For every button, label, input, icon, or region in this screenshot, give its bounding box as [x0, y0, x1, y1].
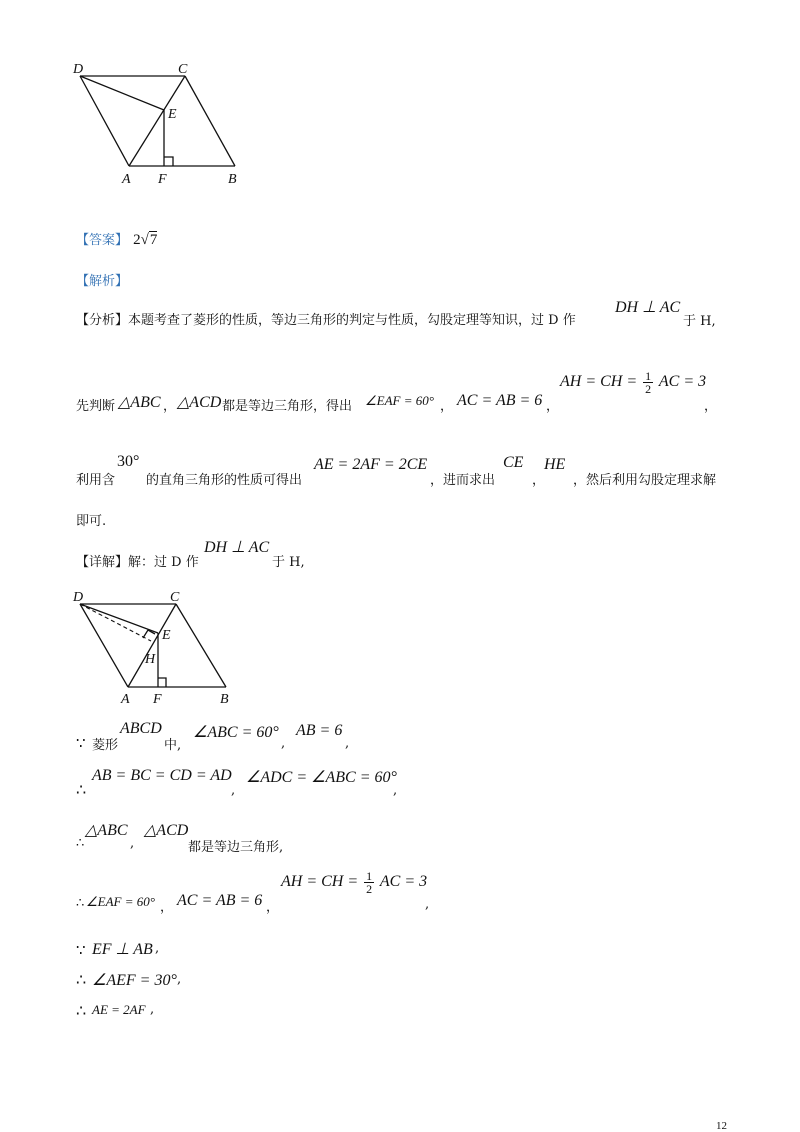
detail-tag: 【详解】	[76, 555, 129, 570]
answer-tag: 【答案】	[76, 233, 129, 248]
fenxi-sep-2: ，	[440, 399, 454, 414]
rhombus-figure-detail	[60, 584, 260, 709]
answer-line	[76, 229, 157, 249]
step7-ae-2af: AE = 2AF	[92, 1002, 146, 1017]
fenxi-text-3c: ，进而求出	[430, 473, 496, 488]
fenxi-fraction-half	[643, 370, 653, 395]
fenxi-sep-5: ，	[532, 473, 546, 488]
step3-therefore: ∴	[76, 836, 85, 851]
fenxi-tri-acd: △ACD	[177, 394, 222, 411]
step1-abcd: ABCD	[120, 720, 162, 737]
step2-sides-equal: AB = BC = CD = AD	[92, 767, 232, 784]
step4-frac-den: 2	[366, 882, 373, 896]
step5-ef-perp-ab: EF ⊥ AB	[92, 941, 153, 958]
step6-end: ,	[177, 972, 182, 987]
detail-intro-line	[76, 551, 199, 570]
step2-angles-equal: ∠ADC = ∠ABC = 60°	[246, 769, 397, 786]
label-f: F	[158, 172, 167, 187]
label-b: B	[228, 172, 237, 187]
fenxi-sep-4: ，	[704, 399, 718, 414]
step7-end: ,	[150, 1002, 155, 1017]
step6-angle-aef: ∠AEF = 30°	[92, 972, 177, 989]
fenxi-text-3a: 利用含	[76, 473, 116, 488]
fenxi-ah-ch-expr	[560, 370, 706, 395]
side-cb-2	[176, 604, 226, 687]
step4-ah-ch-left: AH = CH =	[281, 873, 359, 891]
step5-because: ∵	[76, 941, 86, 959]
answer-value	[133, 231, 157, 248]
label-c-2: C	[170, 590, 180, 605]
answer-coef: 2	[133, 232, 141, 248]
step5-end: ,	[155, 941, 160, 956]
label-c: C	[178, 62, 188, 77]
side-ad-2	[80, 604, 128, 687]
step3-tri-abc: △ABC	[85, 822, 128, 839]
fenxi-ae-eq: AE = 2AF = 2CE	[314, 456, 428, 473]
label-d-2: D	[73, 590, 84, 605]
step2-end: ,	[393, 783, 398, 798]
label-a-2: A	[121, 692, 130, 707]
segment-de-2	[80, 604, 158, 633]
label-b-2: B	[220, 692, 229, 707]
step4-ah-ch-right: AC = 3	[379, 873, 428, 891]
step4-end: ,	[425, 897, 430, 912]
fenxi-ac-ab-6: AC = AB = 6	[457, 392, 543, 409]
analysis-tag: 【解析】	[76, 274, 129, 289]
fenxi-text-3d: ，然后利用勾股定理求解	[573, 473, 717, 488]
label-f-2: F	[153, 692, 162, 707]
fenxi-text-1: 本题考查了菱形的性质，等边三角形的判定与性质，勾股定理等知识，过 D 作	[128, 313, 576, 328]
diagonal-ac-2	[128, 604, 176, 687]
sqrt-symbol: √	[140, 232, 149, 248]
fenxi-text-3b: 的直角三角形的性质可得出	[146, 473, 303, 488]
fenxi-frac-den: 2	[645, 382, 652, 396]
side-cb	[185, 76, 235, 166]
fenxi-line-1	[76, 309, 576, 328]
step1-end: ,	[345, 736, 350, 751]
label-e-2: E	[162, 628, 171, 643]
answer-radicand: 7	[149, 232, 158, 248]
fenxi-30deg: 30°	[117, 453, 140, 470]
step6-therefore: ∴	[76, 970, 87, 989]
step3-text: 都是等边三角形,	[188, 840, 284, 855]
diagonal-ac	[129, 76, 185, 166]
label-h-2: H	[145, 652, 156, 667]
fenxi-sep-1: ，	[163, 399, 177, 414]
step3-sep: ,	[130, 836, 135, 851]
step1-text-2: 中,	[164, 738, 182, 753]
step1-because: ∵	[76, 734, 86, 752]
step4-ah-ch-expr	[281, 870, 427, 895]
fenxi-ce: CE	[503, 454, 524, 471]
detail-math-dh-perp-ac: DH ⊥ AC	[204, 539, 270, 556]
step3-tri-acd: △ACD	[144, 822, 189, 839]
fenxi-line-1-end: 于 H,	[683, 314, 716, 329]
fenxi-text-2a: 先判断	[76, 399, 116, 414]
fenxi-he: HE	[544, 456, 566, 473]
step1-angle-abc: ∠ABC = 60°	[193, 724, 279, 741]
side-ad	[80, 76, 129, 166]
fenxi-text-4: 即可.	[76, 514, 107, 529]
step2-therefore: ∴	[76, 780, 87, 799]
fenxi-frac-num: 1	[645, 369, 652, 383]
step4-angle-eaf: ∠EAF = 60°	[86, 894, 155, 909]
rhombus-figure-top	[60, 55, 260, 190]
detail-intro-end: 于 H,	[272, 555, 305, 570]
detail-intro-text: 解：过 D 作	[128, 555, 199, 570]
step1-ab-6: AB = 6	[296, 722, 343, 739]
fenxi-sep-3: ，	[546, 399, 560, 414]
fenxi-ah-ch-right: AC = 3	[658, 373, 707, 391]
fenxi-math-dh-perp-ac: DH ⊥ AC	[615, 299, 681, 316]
fenxi-ah-ch-left: AH = CH =	[560, 373, 638, 391]
step4-frac-num: 1	[366, 869, 373, 883]
page-number: 12	[716, 1120, 727, 1132]
step4-ac-ab-6: AC = AB = 6	[177, 892, 263, 909]
step4-therefore: ∴	[76, 896, 85, 911]
label-d: D	[73, 62, 84, 77]
segment-de	[80, 76, 164, 110]
step2-sep: ,	[231, 783, 236, 798]
label-a: A	[122, 172, 131, 187]
step1-sep: ,	[281, 736, 286, 751]
right-angle-mark	[164, 157, 173, 166]
fenxi-angle-eaf: ∠EAF = 60°	[365, 393, 434, 408]
label-e: E	[168, 107, 177, 122]
fenxi-text-2b: 都是等边三角形，得出	[222, 399, 353, 414]
step4-fraction-half	[364, 870, 374, 895]
step4-sep-1: ，	[160, 900, 174, 915]
fenxi-tri-abc: △ABC	[118, 394, 161, 411]
step1-text-1: 菱形	[92, 738, 119, 753]
right-angle-mark-f	[158, 678, 166, 687]
step4-sep-2: ，	[266, 900, 280, 915]
fenxi-tag: 【分析】	[76, 313, 129, 328]
step7-therefore: ∴	[76, 1001, 87, 1020]
